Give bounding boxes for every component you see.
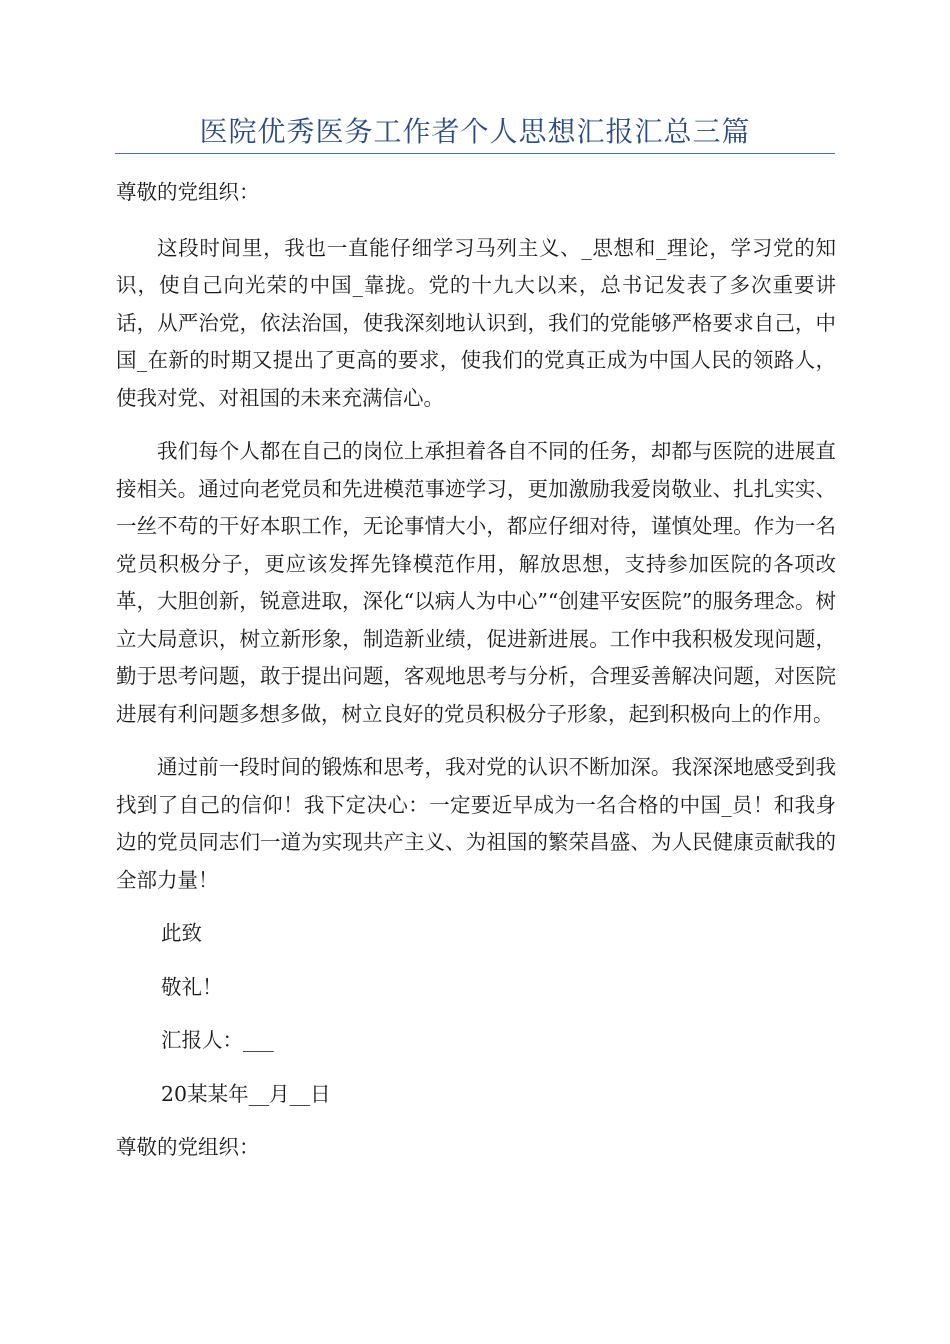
title-underline [115,153,835,154]
document-body [116,174,836,1167]
date-line: 20某某年__月__日 [161,1081,331,1106]
body-paragraph-2: 我们每个人都在自己的岗位上承担着各自不同的任务，却都与医院的进展直接相关。通过向老党员和先进模范事迹学习，更加激励我爱岗敬业、扎扎实实、一丝不苟的干好本职工作，无论事情大小，都应仔细对待，谨慎处理。作为一名党员积极分子，更应该发挥先锋模范作用，解放思想，支持参加医院的各项改革，大胆创新，锐意进取，深化“以病人为中心”“创建平安医院”的服务理念。树立大局意识，树立新形象，制造新业绩，促进新进展。工作中我积极发现问题，勤于思考问题，敢于提出问题，客观地思考与分析，合理妥善解决问题，对医院进展有利问题多想多做，树立良好的党员积极分子形象，起到积极向上的作用。 [116,439,836,726]
reporter-line: 汇报人：___ [161,1028,274,1052]
page-title: 医院优秀医务工作者个人思想汇报汇总三篇 [199,115,751,148]
closing-line-cizhi: 此致 [161,921,202,945]
salutation-repeat: 尊敬的党组织： [116,1135,260,1159]
closing-line-jingli: 敬礼！ [161,974,223,999]
body-paragraph-1: 这段时间里，我也一直能仔细学习马列主义、_思想和_理论，学习党的知识，使自己向光荣的中国_靠拢。党的十九大以来，总书记发表了多次重要讲话，从严治党，依法治国，使我深刻地认识到，我们的党能够严格要求自己，中国_在新的时期又提出了更高的要求，使我们的党真正成为中国人民的领路人，使我对党、对祖国的未来充满信心。 [116,235,836,410]
salutation: 尊敬的党组织： [116,180,260,204]
body-paragraph-3: 通过前一段时间的锻炼和思考，我对党的认识不断加深。我深深地感受到我找到了自己的信仰！我下定决心：一定要近早成为一名合格的中国_员！和我身边的党员同志们一道为实现共产主义、为祖国的繁荣昌盛、为人民健康贡献我的全部力量！ [116,755,836,892]
